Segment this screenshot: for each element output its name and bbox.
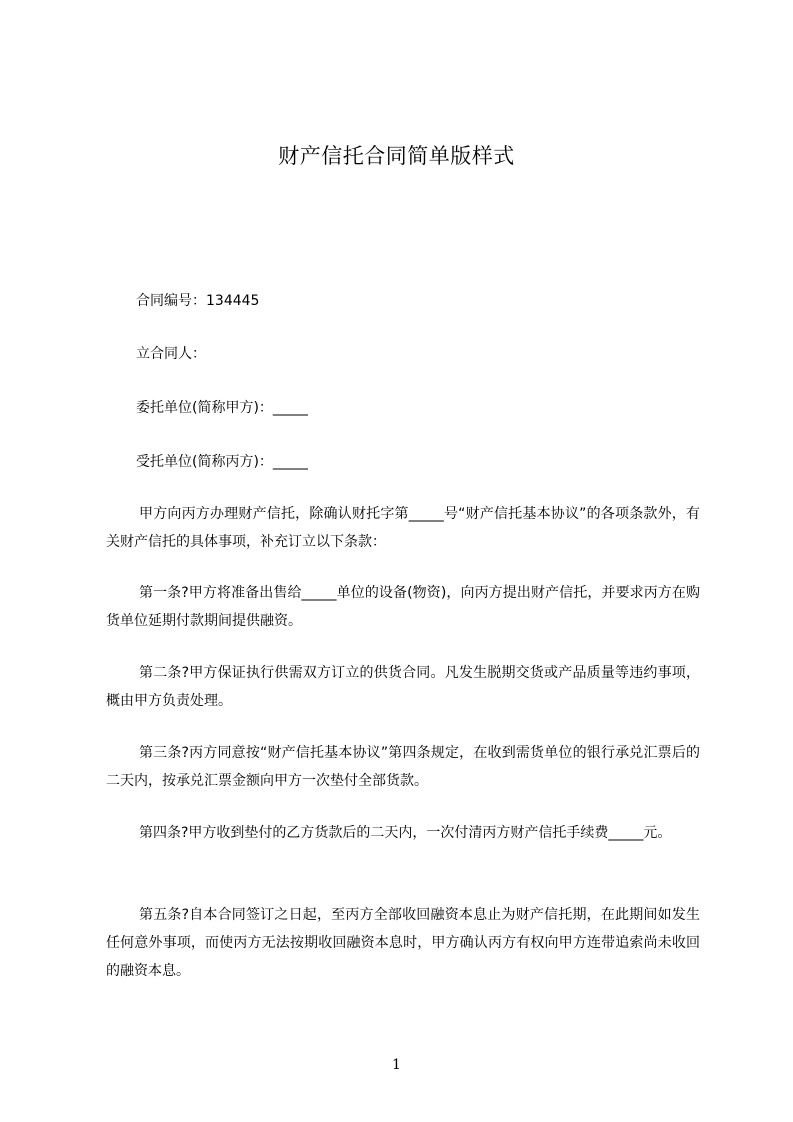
article-1-paragraph: 第一条?甲方将准备出售给_____单位的设备(物资)，向丙方提出财产信托，并要求丙方在购货单位延期付款期间提供融资。 bbox=[106, 585, 700, 629]
document-title: 财产信托合同简单版样式 bbox=[278, 144, 515, 168]
parties-label: 立合同人： bbox=[136, 346, 206, 362]
page-number: 1 bbox=[392, 1057, 401, 1073]
article-5-paragraph: 第五条?自本合同签订之日起，至丙方全部收回融资本息止为财产信托期，在此期间如发生任何意外事项，而使丙方无法按期收回融资本息时，甲方确认丙方有权向甲方连带追索尚未收回的融资本息。 bbox=[106, 907, 700, 979]
intro-paragraph: 甲方向丙方办理财产信托，除确认财托字第_____号“财产信托基本协议”的各项条款外，有关财产信托的具体事项，补充订立以下条款： bbox=[106, 506, 700, 550]
trustee-field: 受托单位(简称丙方)：_____ bbox=[136, 454, 308, 470]
article-2-paragraph: 第二条?甲方保证执行供需双方订立的供货合同。凡发生脱期交货或产品质量等违约事项，概由甲方负责处理。 bbox=[106, 665, 700, 709]
contract-number: 合同编号：134445 bbox=[136, 293, 260, 309]
article-3-paragraph: 第三条?丙方同意按“财产信托基本协议”第四条规定，在收到需货单位的银行承兑汇票后的二天内，按承兑汇票金额向甲方一次垫付全部货款。 bbox=[106, 745, 700, 789]
trustor-field: 委托单位(简称甲方)：_____ bbox=[136, 400, 308, 416]
article-4-paragraph: 第四条?甲方收到垫付的乙方货款后的二天内，一次付清丙方财产信托手续费_____元。 bbox=[139, 825, 672, 841]
